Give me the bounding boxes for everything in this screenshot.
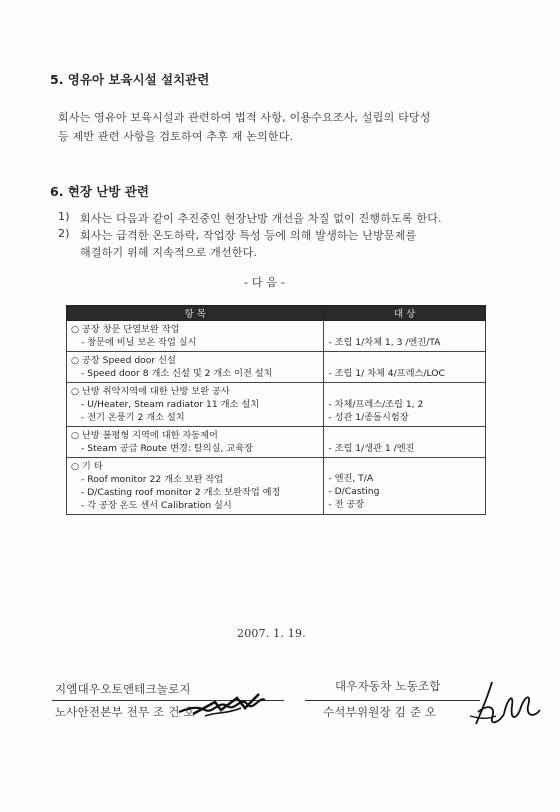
row-target: - 조립 1/ 차체 4/프레스/LOC [328,368,445,379]
row-sub: - 창문에 비닐 보온 작업 실시 [81,337,197,348]
daeum-label: - 다 음 - [244,276,286,289]
right-divider [305,700,480,701]
document-date: 2007. 1. 19. [237,627,306,640]
row-target-cell [324,321,486,352]
row-main: ○ 기 타 [71,461,103,472]
item-2-text-b: 해결하기 위해 지속적으로 개선한다. [80,246,258,259]
item-2-number: 2) [58,227,70,240]
table-row [67,458,486,515]
row-item-cell [67,427,324,458]
row-target: - 엔진, T/A [328,472,374,484]
row-item-cell [67,458,324,515]
left-signatory: 노사안전본부 전무 조 건 호 [55,705,195,719]
item-1-number: 1) [58,210,70,223]
row-target-cell [324,352,486,383]
row-sub: - Speed door 8 개소 신설 및 2 개소 이전 설치 [81,368,273,379]
row-sub: - Roof monitor 22 개소 보완 작업 [81,474,224,485]
header-target: 대 상 [324,306,486,321]
heating-table [66,305,486,515]
row-target: - 성관 1/종돌시험장 [328,412,409,423]
row-item-cell [67,321,324,352]
section-5-line-1: 회사는 영유아 보육시설과 관련하여 법적 사항, 이용수요조사, 설립의 타당성 [58,111,431,124]
item-1-text: 회사는 다음과 같이 추진중인 현장난방 개선을 차질 없이 진행하도록 한다. [80,212,442,225]
table-row [67,321,486,352]
section-5-title: 5. 영유아 보육시설 설치관련 [50,72,210,87]
row-main: ○ 난방 불평형 지역에 대한 자동제어 [71,430,218,441]
header-item: 항 목 [67,306,324,321]
left-org-name: 지엠대우오토앤테크놀로지 [55,682,191,696]
row-target: - 조립 1/생관 1 /엔진 [328,443,415,454]
table-row [67,383,486,427]
row-sub: - Steam 공급 Route 변경: 탈의실, 교육장 [81,443,253,454]
row-target: - 차체/프레스/조립 1, 2 [328,399,424,410]
row-sub: - D/Casting roof monitor 2 개소 보완작업 예정 [81,487,281,498]
row-target-cell [324,383,486,427]
row-item-cell [67,383,324,427]
row-sub: - 전기 온풍기 2 개소 설치 [81,412,185,423]
row-main: ○ 공장 창문 단열보완 작업 [71,324,180,335]
section-5-line-2: 등 제반 관련 사항을 검토하여 추후 재 논의한다. [58,130,294,143]
left-signature-icon [175,688,270,720]
right-signature-icon [466,676,544,732]
item-2-text-a: 회사는 급격한 온도하락, 작업장 특성 등에 의해 발생하는 난방문제를 [80,229,417,242]
table-row [67,352,486,383]
section-6-title: 6. 현장 난방 관련 [50,184,149,199]
row-sub: - U/Heater, Steam radiator 11 개소 설치 [81,399,260,410]
row-target-cell [324,458,486,515]
row-main: ○ 난방 취약지역에 대한 난방 보완 공사 [71,386,230,397]
row-target: - 전 공장 [328,498,365,510]
right-signatory: 수석부위원장 김 준 오 [323,705,437,719]
table-row [67,427,486,458]
row-item-cell [67,352,324,383]
table-header [67,306,486,321]
right-org-name: 대우자동차 노동조합 [335,679,441,693]
row-target: - D/Casting [328,485,380,497]
row-target-cell [324,427,486,458]
row-main: ○ 공장 Speed door 신설 [71,355,176,366]
row-target: - 조립 1/차체 1, 3 /엔진/TA [328,337,441,348]
row-sub: - 각 공장 온도 센서 Calibration 실시 [81,500,232,511]
